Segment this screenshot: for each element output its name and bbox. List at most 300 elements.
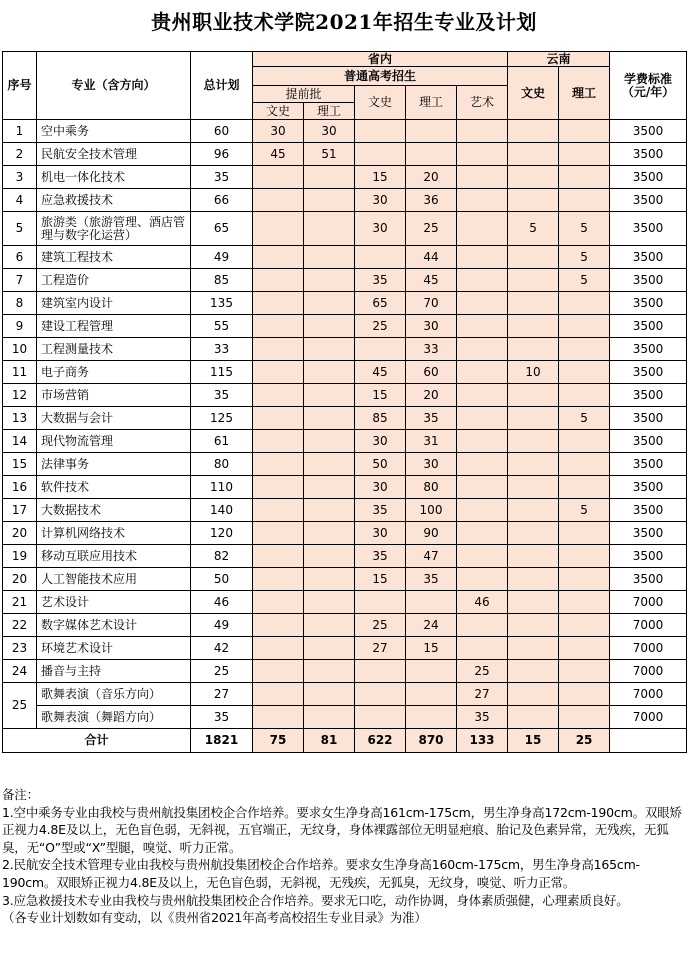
row-total: 66 <box>191 189 253 212</box>
row-count-ew <box>253 269 304 292</box>
row-total: 96 <box>191 143 253 166</box>
row-count-el <box>304 591 355 614</box>
table-row <box>3 545 687 568</box>
row-count-yl: 5 <box>559 407 610 430</box>
row-count-w <box>355 246 406 269</box>
row-count-yl <box>559 292 610 315</box>
row-major: 计算机网络技术 <box>37 522 191 545</box>
row-fee: 3500 <box>610 166 687 189</box>
row-fee: 3500 <box>610 189 687 212</box>
table-row <box>3 407 687 430</box>
row-count-ew <box>253 545 304 568</box>
row-count-el <box>304 568 355 591</box>
row-major: 旅游类（旅游管理、酒店管理与数字化运营） <box>37 212 191 246</box>
row-count-yw <box>508 143 559 166</box>
row-seq: 25 <box>3 683 37 729</box>
row-count-a <box>457 143 508 166</box>
note-item: 1.空中乘务专业由我校与贵州航投集团校企合作培养。要求女生净身高161cm-175cm，男生净身高172cm-190cm。双眼矫正视力4.8E及以上，无色盲色弱，无斜视，五官端正，无纹身，身体裸露部位无明显疤痕、胎记及色素异常，无残疾，无狐臭，无“O”型或“X”型腿，嗅觉、听力正常。 <box>2 804 682 855</box>
row-fee: 3500 <box>610 476 687 499</box>
row-count-a <box>457 614 508 637</box>
row-total: 33 <box>191 338 253 361</box>
totals-yl: 25 <box>559 729 610 753</box>
row-count-el <box>304 706 355 729</box>
row-count-ew <box>253 166 304 189</box>
row-fee: 3500 <box>610 499 687 522</box>
row-seq: 19 <box>3 545 37 568</box>
row-count-yl <box>559 338 610 361</box>
row-count-w: 25 <box>355 614 406 637</box>
row-count-a <box>457 499 508 522</box>
row-count-yl <box>559 683 610 706</box>
row-count-el <box>304 637 355 660</box>
table-row <box>3 246 687 269</box>
header-major: 专业（含方向） <box>37 52 191 120</box>
totals-l: 870 <box>406 729 457 753</box>
row-count-yl <box>559 361 610 384</box>
table-row <box>3 315 687 338</box>
row-fee: 3500 <box>610 384 687 407</box>
row-major: 应急救援技术 <box>37 189 191 212</box>
table-row <box>3 430 687 453</box>
row-count-yw <box>508 522 559 545</box>
row-count-el <box>304 683 355 706</box>
row-count-yw: 5 <box>508 212 559 246</box>
totals-fee <box>610 729 687 753</box>
row-fee: 7000 <box>610 591 687 614</box>
row-count-ew <box>253 568 304 591</box>
row-total: 110 <box>191 476 253 499</box>
row-count-a <box>457 522 508 545</box>
row-count-a <box>457 166 508 189</box>
row-seq: 10 <box>3 338 37 361</box>
row-count-el <box>304 269 355 292</box>
row-major: 工程测量技术 <box>37 338 191 361</box>
row-count-el <box>304 614 355 637</box>
row-seq: 22 <box>3 614 37 637</box>
note-item: 2.民航安全技术管理专业由我校与贵州航投集团校企合作培养。要求女生净身高160cm-175cm，男生净身高165cm-190cm。双眼矫正视力4.8E及以上，无色盲色弱，无斜视，无残疾，无狐臭，无纹身，嗅觉、听力正常。 <box>2 857 640 890</box>
row-count-w: 15 <box>355 384 406 407</box>
row-fee: 7000 <box>610 637 687 660</box>
row-count-el <box>304 407 355 430</box>
row-count-w: 25 <box>355 315 406 338</box>
header-early-batch: 提前批 <box>253 86 355 103</box>
row-count-w: 35 <box>355 269 406 292</box>
row-major: 歌舞表演（舞蹈方向） <box>37 706 191 729</box>
row-fee: 7000 <box>610 614 687 637</box>
row-seq: 13 <box>3 407 37 430</box>
row-seq: 14 <box>3 430 37 453</box>
row-count-yw <box>508 430 559 453</box>
row-count-yl: 5 <box>559 269 610 292</box>
row-count-el <box>304 522 355 545</box>
table-row <box>3 591 687 614</box>
row-count-yl <box>559 706 610 729</box>
table-row <box>3 476 687 499</box>
row-fee: 3500 <box>610 430 687 453</box>
table-row <box>3 269 687 292</box>
row-count-a <box>457 269 508 292</box>
row-count-w: 50 <box>355 453 406 476</box>
row-major: 现代物流管理 <box>37 430 191 453</box>
row-count-ew <box>253 453 304 476</box>
row-count-l: 60 <box>406 361 457 384</box>
table-body <box>3 120 687 753</box>
header-yunnan: 云南 <box>508 52 610 67</box>
row-major: 大数据技术 <box>37 499 191 522</box>
row-fee: 3500 <box>610 120 687 143</box>
row-seq: 12 <box>3 384 37 407</box>
row-total: 115 <box>191 361 253 384</box>
row-count-yw <box>508 384 559 407</box>
row-count-w <box>355 660 406 683</box>
row-count-yw <box>508 706 559 729</box>
row-total: 65 <box>191 212 253 246</box>
row-fee: 3500 <box>610 568 687 591</box>
row-seq: 5 <box>3 212 37 246</box>
row-total: 80 <box>191 453 253 476</box>
row-count-yl <box>559 430 610 453</box>
row-count-el <box>304 453 355 476</box>
row-count-el <box>304 212 355 246</box>
row-count-l: 90 <box>406 522 457 545</box>
row-seq: 1 <box>3 120 37 143</box>
totals-w: 622 <box>355 729 406 753</box>
table-row <box>3 338 687 361</box>
row-count-l: 100 <box>406 499 457 522</box>
row-count-el <box>304 430 355 453</box>
row-count-el <box>304 338 355 361</box>
header-yunnan-ligong: 理工 <box>559 67 610 120</box>
totals-yw: 15 <box>508 729 559 753</box>
row-count-yw <box>508 591 559 614</box>
row-count-ew: 30 <box>253 120 304 143</box>
row-count-a <box>457 637 508 660</box>
row-count-l: 44 <box>406 246 457 269</box>
row-count-w <box>355 143 406 166</box>
row-count-l <box>406 683 457 706</box>
row-count-yw <box>508 499 559 522</box>
table-row <box>3 189 687 212</box>
row-fee: 3500 <box>610 269 687 292</box>
table-row <box>3 143 687 166</box>
totals-a: 133 <box>457 729 508 753</box>
row-fee: 7000 <box>610 660 687 683</box>
row-count-yl <box>559 143 610 166</box>
header-yishu: 艺术 <box>457 86 508 120</box>
table-row <box>3 637 687 660</box>
row-seq: 4 <box>3 189 37 212</box>
row-count-yw <box>508 637 559 660</box>
row-major: 法律事务 <box>37 453 191 476</box>
row-count-el <box>304 189 355 212</box>
row-total: 60 <box>191 120 253 143</box>
row-count-l <box>406 120 457 143</box>
row-count-el <box>304 660 355 683</box>
totals-row <box>3 729 687 753</box>
table-header <box>3 52 687 120</box>
row-fee: 3500 <box>610 292 687 315</box>
row-seq: 2 <box>3 143 37 166</box>
row-major: 建筑工程技术 <box>37 246 191 269</box>
row-fee: 3500 <box>610 407 687 430</box>
row-count-w <box>355 120 406 143</box>
row-count-l: 30 <box>406 315 457 338</box>
row-count-yw <box>508 407 559 430</box>
row-total: 125 <box>191 407 253 430</box>
header-wenshi: 文史 <box>355 86 406 120</box>
row-count-yl <box>559 660 610 683</box>
row-count-l: 47 <box>406 545 457 568</box>
row-count-el <box>304 545 355 568</box>
row-fee: 3500 <box>610 338 687 361</box>
row-count-yw <box>508 292 559 315</box>
row-total: 50 <box>191 568 253 591</box>
notes-footer: （各专业计划数如有变动，以《贵州省2021年高考高校招生专业目录》为准） <box>2 910 427 926</box>
row-count-l <box>406 660 457 683</box>
row-total: 35 <box>191 384 253 407</box>
row-count-el <box>304 166 355 189</box>
table-row <box>3 120 687 143</box>
row-seq: 8 <box>3 292 37 315</box>
table-row <box>3 453 687 476</box>
row-count-ew <box>253 591 304 614</box>
row-count-el <box>304 292 355 315</box>
row-major: 工程造价 <box>37 269 191 292</box>
row-count-el <box>304 361 355 384</box>
row-count-l: 80 <box>406 476 457 499</box>
row-count-a: 25 <box>457 660 508 683</box>
row-count-yl <box>559 189 610 212</box>
row-count-l: 31 <box>406 430 457 453</box>
table-row <box>3 166 687 189</box>
header-ligong: 理工 <box>406 86 457 120</box>
row-count-yl <box>559 614 610 637</box>
row-fee: 3500 <box>610 361 687 384</box>
row-total: 49 <box>191 614 253 637</box>
row-count-yl <box>559 166 610 189</box>
row-count-ew <box>253 292 304 315</box>
row-fee: 3500 <box>610 212 687 246</box>
header-total-plan: 总计划 <box>191 52 253 120</box>
row-count-yl <box>559 453 610 476</box>
row-total: 46 <box>191 591 253 614</box>
row-count-yl <box>559 315 610 338</box>
row-total: 35 <box>191 706 253 729</box>
row-count-ew <box>253 476 304 499</box>
totals-ew: 75 <box>253 729 304 753</box>
table-row <box>3 212 687 246</box>
header-gaokao: 普通高考招生 <box>253 67 508 86</box>
row-count-yl <box>559 637 610 660</box>
row-count-w: 65 <box>355 292 406 315</box>
row-fee: 7000 <box>610 683 687 706</box>
row-fee: 3500 <box>610 315 687 338</box>
row-major: 软件技术 <box>37 476 191 499</box>
row-count-ew <box>253 384 304 407</box>
row-seq: 16 <box>3 476 37 499</box>
row-count-ew <box>253 246 304 269</box>
row-major: 民航安全技术管理 <box>37 143 191 166</box>
row-count-a <box>457 246 508 269</box>
row-count-l: 25 <box>406 212 457 246</box>
row-count-el: 51 <box>304 143 355 166</box>
row-count-a <box>457 292 508 315</box>
row-count-w: 35 <box>355 499 406 522</box>
row-seq: 21 <box>3 591 37 614</box>
row-fee: 3500 <box>610 545 687 568</box>
row-major: 数字媒体艺术设计 <box>37 614 191 637</box>
row-count-yl <box>559 591 610 614</box>
row-seq: 9 <box>3 315 37 338</box>
row-fee: 3500 <box>610 453 687 476</box>
row-total: 85 <box>191 269 253 292</box>
row-count-ew <box>253 683 304 706</box>
row-count-el <box>304 384 355 407</box>
row-count-yw <box>508 683 559 706</box>
row-count-yl <box>559 476 610 499</box>
row-count-l: 45 <box>406 269 457 292</box>
row-count-yw <box>508 166 559 189</box>
row-total: 27 <box>191 683 253 706</box>
header-early-ligong: 理工 <box>304 103 355 120</box>
row-seq: 3 <box>3 166 37 189</box>
row-count-a <box>457 568 508 591</box>
row-major: 艺术设计 <box>37 591 191 614</box>
row-total: 42 <box>191 637 253 660</box>
row-count-a <box>457 545 508 568</box>
row-count-w <box>355 683 406 706</box>
header-guizhou: 省内 <box>253 52 508 67</box>
row-seq: 15 <box>3 453 37 476</box>
table-row <box>3 614 687 637</box>
row-count-ew <box>253 522 304 545</box>
row-count-l: 35 <box>406 568 457 591</box>
row-count-l <box>406 706 457 729</box>
row-count-ew <box>253 315 304 338</box>
row-count-a <box>457 338 508 361</box>
row-count-el <box>304 476 355 499</box>
row-count-l: 35 <box>406 407 457 430</box>
row-count-yw <box>508 660 559 683</box>
row-count-ew <box>253 361 304 384</box>
row-count-a <box>457 120 508 143</box>
row-fee: 3500 <box>610 246 687 269</box>
row-count-a <box>457 384 508 407</box>
row-seq: 17 <box>3 499 37 522</box>
row-count-a <box>457 212 508 246</box>
row-count-l <box>406 143 457 166</box>
row-count-yl: 5 <box>559 246 610 269</box>
page-title: 贵州职业技术学院2021年招生专业及计划 <box>151 10 537 34</box>
row-major: 播音与主持 <box>37 660 191 683</box>
row-count-w: 30 <box>355 522 406 545</box>
row-count-yw <box>508 614 559 637</box>
row-count-a: 35 <box>457 706 508 729</box>
row-count-w: 45 <box>355 361 406 384</box>
row-count-w: 85 <box>355 407 406 430</box>
row-count-l: 36 <box>406 189 457 212</box>
row-count-el <box>304 499 355 522</box>
row-count-yw <box>508 269 559 292</box>
row-count-yw <box>508 338 559 361</box>
header-yunnan-wenshi: 文史 <box>508 67 559 120</box>
row-major: 空中乘务 <box>37 120 191 143</box>
totals-total: 1821 <box>191 729 253 753</box>
row-count-a <box>457 453 508 476</box>
row-total: 61 <box>191 430 253 453</box>
enrollment-plan-table <box>2 51 687 753</box>
table-row <box>3 361 687 384</box>
row-count-w: 30 <box>355 212 406 246</box>
row-major: 机电一体化技术 <box>37 166 191 189</box>
row-count-ew <box>253 430 304 453</box>
row-count-a <box>457 430 508 453</box>
row-count-yw <box>508 568 559 591</box>
row-count-w: 15 <box>355 568 406 591</box>
row-seq: 20 <box>3 522 37 545</box>
row-major: 环境艺术设计 <box>37 637 191 660</box>
row-count-a: 27 <box>457 683 508 706</box>
row-count-yl <box>559 545 610 568</box>
row-count-ew <box>253 189 304 212</box>
row-seq: 24 <box>3 660 37 683</box>
row-count-yw: 10 <box>508 361 559 384</box>
table-row <box>3 522 687 545</box>
row-major: 建筑室内设计 <box>37 292 191 315</box>
row-count-el <box>304 246 355 269</box>
row-major: 市场营销 <box>37 384 191 407</box>
header-fee: 学费标准（元/年） <box>610 52 687 120</box>
row-count-w: 30 <box>355 476 406 499</box>
header-seq: 序号 <box>3 52 37 120</box>
row-count-l: 20 <box>406 384 457 407</box>
row-major: 建设工程管理 <box>37 315 191 338</box>
table-row <box>3 384 687 407</box>
row-count-yw <box>508 476 559 499</box>
row-count-l: 30 <box>406 453 457 476</box>
row-count-el: 30 <box>304 120 355 143</box>
row-count-ew <box>253 614 304 637</box>
row-count-el <box>304 315 355 338</box>
row-count-yl <box>559 120 610 143</box>
row-count-a: 46 <box>457 591 508 614</box>
row-count-w <box>355 706 406 729</box>
row-major: 大数据与会计 <box>37 407 191 430</box>
totals-el: 81 <box>304 729 355 753</box>
row-total: 35 <box>191 166 253 189</box>
row-count-a <box>457 315 508 338</box>
row-count-a <box>457 476 508 499</box>
row-count-yw <box>508 246 559 269</box>
notes-heading: 备注： <box>2 787 39 802</box>
row-seq: 23 <box>3 637 37 660</box>
header-early-wenshi: 文史 <box>253 103 304 120</box>
row-count-w: 30 <box>355 430 406 453</box>
row-count-yw <box>508 120 559 143</box>
row-count-yw <box>508 189 559 212</box>
row-count-a <box>457 407 508 430</box>
row-count-yw <box>508 453 559 476</box>
table-row <box>3 706 687 729</box>
row-total: 135 <box>191 292 253 315</box>
row-count-yl <box>559 568 610 591</box>
row-count-a <box>457 189 508 212</box>
row-count-w: 27 <box>355 637 406 660</box>
row-count-ew: 45 <box>253 143 304 166</box>
totals-label: 合计 <box>3 729 191 753</box>
row-count-a <box>457 361 508 384</box>
row-seq: 7 <box>3 269 37 292</box>
